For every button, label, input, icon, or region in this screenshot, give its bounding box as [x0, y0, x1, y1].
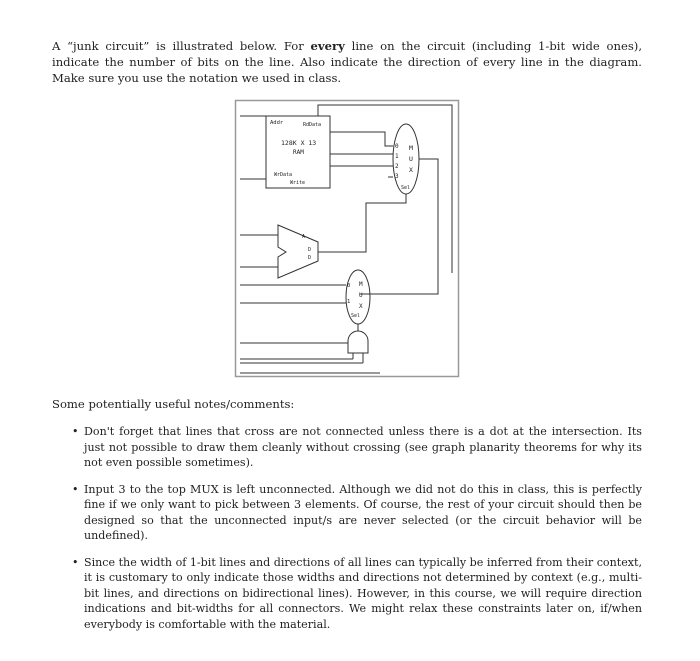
note-text: Don't forget that lines that cross are not connected unless there is a dot at the intersection. Its just not possible to draw them cleanly without crossing (see graph planarity theorems for why its not even possible sometimes).: [84, 425, 642, 469]
bottom-mux-in1: 1: [347, 299, 351, 305]
list-item: [52, 424, 642, 471]
bottom-mux-x: X: [359, 303, 363, 310]
bottom-mux-in0: 0: [347, 283, 351, 289]
wire-top-mux-out: [360, 159, 438, 294]
adder-block: [278, 225, 318, 278]
list-item: [52, 555, 642, 633]
notes-heading: Some potentially useful notes/comments:: [52, 397, 295, 411]
junk-circuit-diagram: [230, 97, 462, 381]
ram-write-label: Write: [290, 180, 306, 186]
ram-rddata-label: RdData: [303, 122, 322, 128]
top-mux-m: M: [409, 144, 413, 152]
top-mux-in0: 0: [395, 143, 399, 150]
adder-d1-label: D: [308, 247, 312, 253]
diagram-frame: [236, 101, 459, 377]
statement-text-2: line on the circuit (including 1-bit wide ones), indicate the number of bits on the line. Also indicate the direction of every line in the diagram. Make sure you use the notation we used in class.: [52, 39, 643, 85]
wire-adder-out: [318, 213, 366, 252]
note-text: Since the width of 1-bit lines and directions of all lines can typically be inferred from their context, it is customary to only indicate those widths and directions not determined by context (e.g., multi-bit lines, and directions on bidirectional lines). However, in this course, we will require direction indications and bit-widths for all connectors. We might relax these constraints later on, if/when everybody is comfortable with the material.: [84, 555, 643, 631]
wire-top-sel: [366, 194, 406, 213]
notes-list: [52, 424, 642, 643]
top-mux-in3: 3: [395, 173, 399, 180]
bullet-icon: •: [72, 555, 79, 569]
top-mux-in2: 2: [395, 163, 399, 170]
ram-wrdata-label: WrData: [274, 172, 293, 178]
top-mux-u: U: [409, 155, 413, 163]
adder-a-label: A: [302, 234, 306, 240]
list-item: [52, 482, 642, 544]
statement-text-1: A “junk circuit” is illustrated below. For: [52, 39, 311, 53]
ram-kind-label: RAM: [293, 149, 304, 156]
and-gate: [348, 331, 368, 353]
bottom-mux-m: M: [359, 281, 363, 288]
ram-size-label: 128K X 13: [281, 139, 317, 147]
top-mux-sel: Sel: [401, 185, 411, 191]
ram-addr-label: Addr: [270, 120, 284, 126]
problem-statement: [52, 38, 642, 86]
note-text: Input 3 to the top MUX is left unconnected. Although we did not do this in class, this is perfectly fine if we only want to pick between 3 elements. Of course, the rest of your circuit should then be designed so that the unconnected input/s are never selected (or the circuit behavior will be undefined).: [84, 482, 642, 542]
bottom-mux-sel: Sel: [351, 313, 361, 319]
top-mux-in1: 1: [395, 153, 399, 160]
bullet-icon: •: [72, 425, 79, 438]
top-mux-x: X: [409, 166, 413, 174]
wire-ram-right-to-mux0: [330, 132, 393, 146]
bottom-mux-u: U: [359, 292, 363, 299]
bullet-icon: •: [72, 482, 79, 496]
statement-emphasis: every: [310, 39, 345, 53]
wire-rddata-loop: [318, 105, 452, 273]
adder-d2-label: D: [308, 255, 312, 261]
